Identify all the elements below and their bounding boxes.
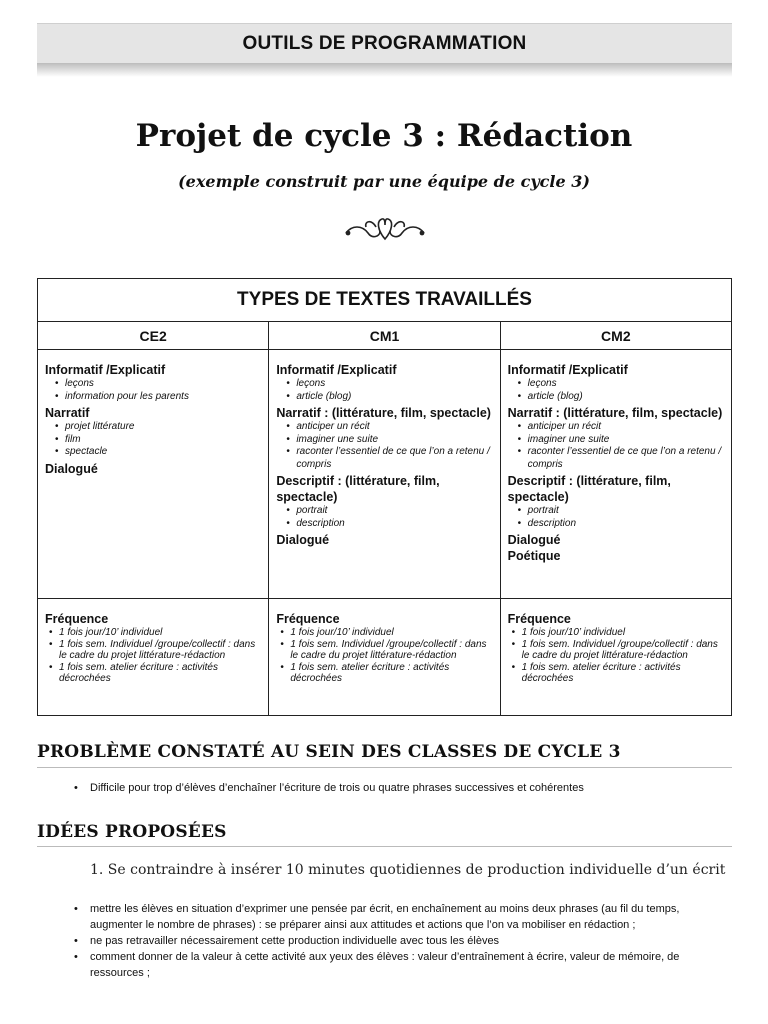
- column-header-cm1: CM1: [269, 322, 500, 350]
- list-item: • 1 fois sem. atelier écriture : activités décrochées: [522, 662, 725, 685]
- idea-heading: 1. Se contraindre à insérer 10 minutes quotidiennes de production individuelle d’un écrit: [90, 862, 726, 878]
- category-label: Informatif /Explicatif: [507, 363, 628, 377]
- list-item: • description: [296, 518, 493, 531]
- category-label: Narratif : (littérature, film, spectacle): [276, 406, 491, 420]
- list-item: • 1 fois jour/10’ individuel: [290, 627, 493, 639]
- list-item: • Difficile pour trop d’élèves d’enchaîner l’écriture de trois ou quatre phrases successives et cohérentes: [90, 780, 730, 796]
- list-item: • 1 fois sem. atelier écriture : activités décrochées: [59, 662, 262, 685]
- list-item: • raconter l’essentiel de ce que l’on a retenu / compris: [528, 446, 725, 471]
- list-item: • anticiper un récit: [296, 421, 493, 434]
- table-title: TYPES DE TEXTES TRAVAILLÉS: [38, 279, 732, 322]
- list-item: • ne pas retravailler nécessairement cette production individuelle avec tous les élèves: [90, 933, 730, 949]
- section-divider: [37, 846, 732, 847]
- category-label: Informatif /Explicatif: [45, 363, 166, 377]
- list-item: • imaginer une suite: [528, 434, 725, 447]
- list-item: • projet littérature: [65, 421, 262, 434]
- list-item: • portrait: [296, 505, 493, 518]
- list-item: • leçons: [65, 378, 262, 391]
- list-item: • film: [65, 434, 262, 447]
- list-item: • comment donner de la valeur à cette activité aux yeux des élèves : valeur d’entraînement à écrire, valeur de mémoire, de ressources ;: [90, 949, 730, 981]
- category-label: Informatif /Explicatif: [276, 363, 397, 377]
- list-item: • information pour les parents: [65, 391, 262, 404]
- list-item: • leçons: [528, 378, 725, 391]
- types-cell-cm1: [269, 350, 500, 599]
- list-item: • article (blog): [296, 391, 493, 404]
- list-item: • imaginer une suite: [296, 434, 493, 447]
- types-cell-cm2: [500, 350, 731, 599]
- category-label: Dialogué: [276, 533, 330, 547]
- list-item: • 1 fois sem. Individuel /groupe/collectif : dans le cadre du projet littérature-rédaction: [59, 639, 262, 662]
- page-subtitle: (exemple construit par une équipe de cycle 3): [178, 172, 590, 191]
- frequence-cell-cm1: [269, 599, 500, 716]
- section-title-probleme: PROBLÈME CONSTATÉ AU SEIN DES CLASSES DE CYCLE 3: [37, 742, 621, 762]
- column-header-ce2: CE2: [38, 322, 269, 350]
- list-item: • 1 fois sem. Individuel /groupe/collectif : dans le cadre du projet littérature-rédaction: [522, 639, 725, 662]
- text-types-table: [37, 278, 732, 716]
- frequence-label: Fréquence: [276, 612, 340, 626]
- list-item: • 1 fois sem. atelier écriture : activités décrochées: [290, 662, 493, 685]
- frequence-label: Fréquence: [507, 612, 571, 626]
- list-item: • article (blog): [528, 391, 725, 404]
- list-item: • 1 fois sem. Individuel /groupe/collectif : dans le cadre du projet littérature-rédaction: [290, 639, 493, 662]
- list-item: • anticiper un récit: [528, 421, 725, 434]
- frequence-cell-cm2: [500, 599, 731, 716]
- banner-title: OUTILS DE PROGRAMMATION: [242, 33, 527, 54]
- list-item: • 1 fois jour/10’ individuel: [522, 627, 725, 639]
- ornament-icon: [340, 213, 430, 245]
- list-item: • spectacle: [65, 446, 262, 459]
- column-header-cm2: CM2: [500, 322, 731, 350]
- idea-list: [90, 901, 730, 981]
- frequence-label: Fréquence: [45, 612, 109, 626]
- list-item: • description: [528, 518, 725, 531]
- list-item: • mettre les élèves en situation d’exprimer une pensée par écrit, en enchaînement au moins deux phrases (au fil du temps, augmenter le nombre de phrases) : se préparer ainsi aux attitudes et actions que l’on va mobiliser en rédaction ;: [90, 901, 730, 933]
- category-label: Descriptif : (littérature, film, spectacle): [507, 474, 671, 504]
- types-cell-ce2: [38, 350, 269, 599]
- frequence-cell-ce2: [38, 599, 269, 716]
- banner-shadow: [37, 63, 732, 77]
- list-item: • leçons: [296, 378, 493, 391]
- header-banner: [37, 23, 732, 64]
- category-label: Narratif: [45, 406, 90, 420]
- category-label: Poétique: [507, 549, 561, 563]
- page-title: Projet de cycle 3 : Rédaction: [135, 118, 633, 154]
- category-label: Dialogué: [45, 461, 98, 476]
- list-item: • raconter l’essentiel de ce que l’on a retenu / compris: [296, 446, 493, 471]
- list-item: • portrait: [528, 505, 725, 518]
- probleme-list: [90, 780, 730, 796]
- section-divider: [37, 767, 732, 768]
- list-item: • 1 fois jour/10’ individuel: [59, 627, 262, 639]
- category-label: Descriptif : (littérature, film, spectacle): [276, 474, 440, 504]
- section-title-idees: IDÉES PROPOSÉES: [37, 822, 227, 842]
- category-label: Narratif : (littérature, film, spectacle): [507, 406, 723, 420]
- category-label: Dialogué: [507, 533, 561, 547]
